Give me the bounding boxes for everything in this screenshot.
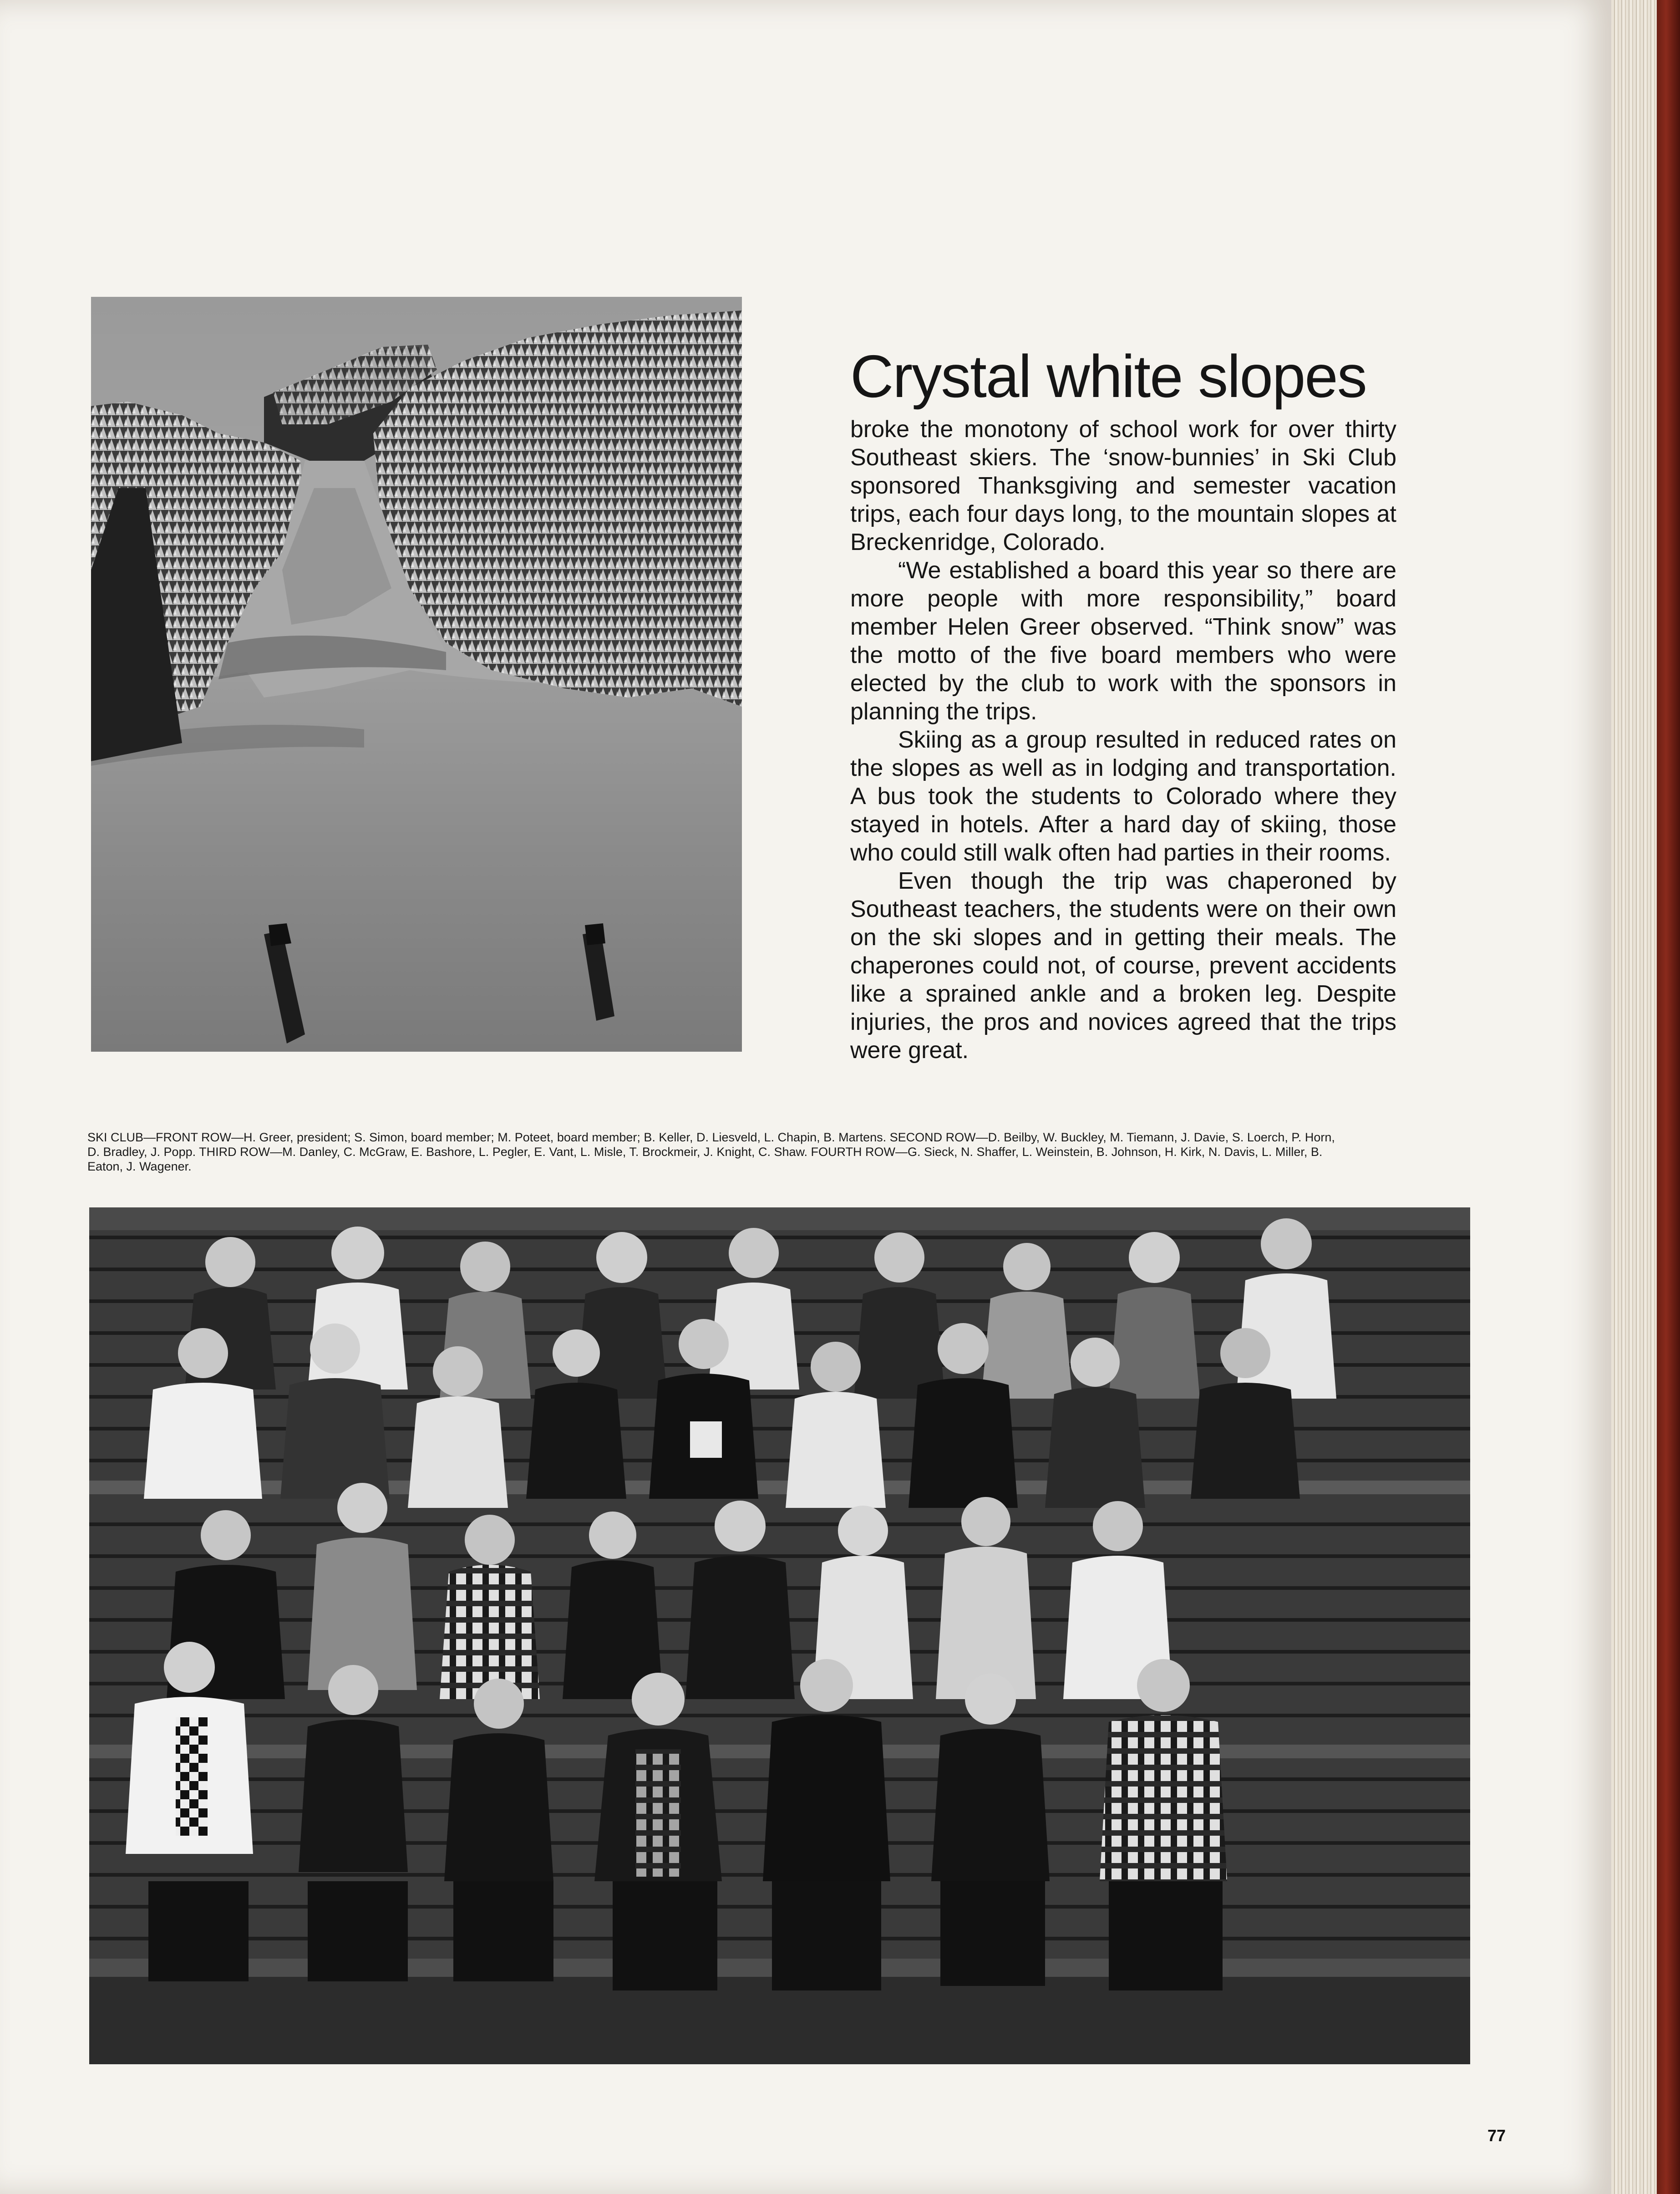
article-paragraph: Even though the trip was chaperoned by Southeast teachers, the students were on their own on the ski slopes and in getting their meals. The chaperones could not, of course, prevent accidents like a sprained ankle and a broken leg. Despite injuries, the pros and novices agreed that the trips were great.: [850, 868, 1396, 1064]
book-binding: [1657, 0, 1680, 2194]
article-paragraph: broke the monotony of school work for over thirty Southeast skiers. The ‘snow-bunnies’ in Ski Club sponsored Thanksgiving and semester vacation trips, each four days long, to the mountain slopes at Breckenridge, Colorado.: [850, 416, 1396, 555]
article-heading: Crystal white slopes: [850, 343, 1366, 410]
article-body: [850, 415, 1396, 1064]
group-photo-illustration: [89, 1207, 1470, 2064]
photo-caption: SKI CLUB—FRONT ROW—H. Greer, president; S. Simon, board member; M. Poteet, board member; B. Keller, D. Liesveld, L. Chapin, B. Martens. SECOND ROW—D. Beilby, W. Buckley, M. Tiemann, J. Davie, S. Loerch, P. Horn, D. Bradley, J. Popp. THIRD ROW—M. Danley, C. McGraw, E. Bashore, L. Pegler, E. Vant, L. Misle, T. Brockmeir, J. Knight, C. Shaw. FOURTH ROW—G. Sieck, N. Shaffer, L. Weinstein, B. Johnson, H. Kirk, N. Davis, L. Miller, B. Eaton, J. Wagener.: [87, 1130, 1335, 1173]
article-paragraph: Skiing as a group resulted in reduced rates on the slopes as well as in lodging and transportation. A bus took the students to Colorado where they stayed in hotels. After a hard day of skiing, those who could still walk often had parties in their rooms.: [850, 727, 1396, 866]
back-row-people: [185, 1218, 1336, 1399]
article: [850, 342, 1396, 1064]
ski-club-group-photo: [89, 1207, 1470, 2064]
page-number: 77: [1487, 2126, 1506, 2145]
ski-slope-illustration: [91, 297, 742, 1052]
article-paragraph: “We established a board this year so there are more people with more responsibility,” board member Helen Greer observed. “Think snow” was the motto of the five board members who were elected by the club to work with the sponsors in planning the trips.: [850, 557, 1396, 725]
ski-slope-photo: [91, 297, 742, 1052]
